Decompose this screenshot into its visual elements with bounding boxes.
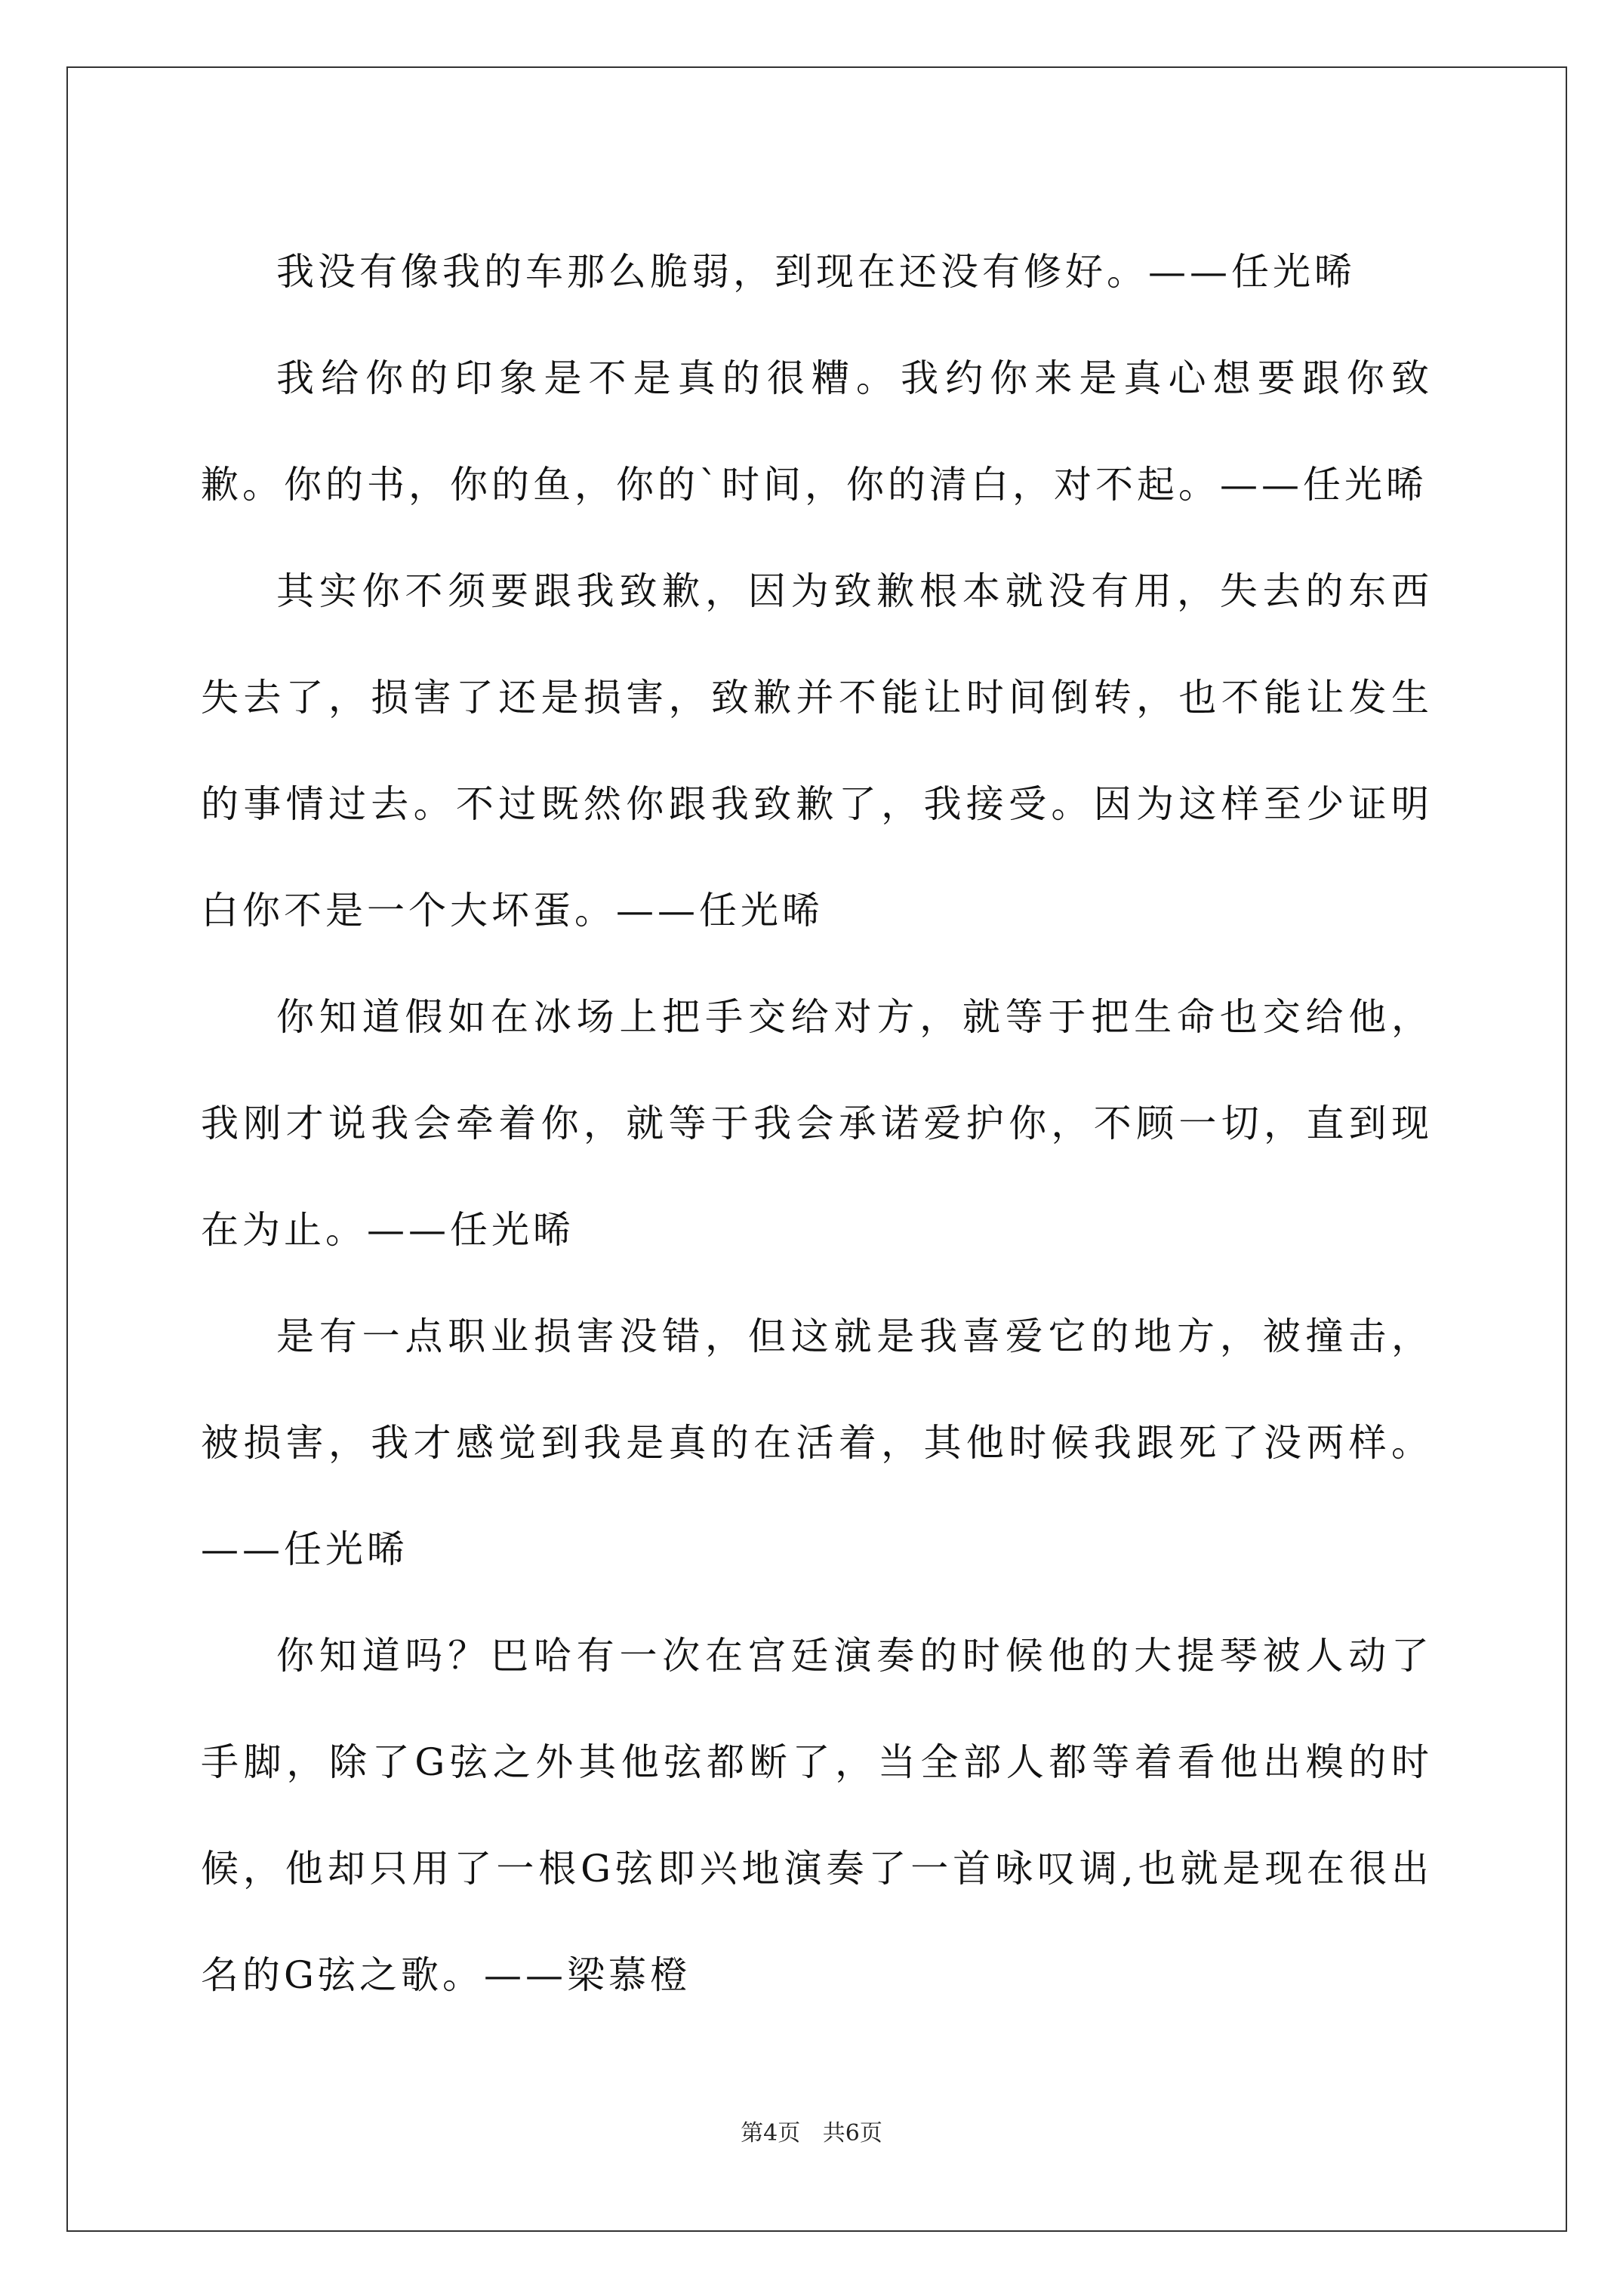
paragraph: 你知道吗？巴哈有一次在宫廷演奏的时候他的大提琴被人动了手脚，除了G弦之外其他弦都断了，当全部人都等着看他出糗的时候，他却只用了一根G弦即兴地演奏了一首咏叹调,也就是现在很出名的G弦之歌。——梁慕橙	[201, 1634, 1433, 1997]
document-body	[201, 219, 1433, 2029]
paragraph: 我没有像我的车那么脆弱，到现在还没有修好。——任光晞	[276, 250, 1356, 294]
page-number-total: 共6页	[822, 2120, 882, 2147]
paragraph: 你知道假如在冰场上把手交给对方，就等于把生命也交给他，我刚才说我会牵着你，就等于我会承诺爱护你，不顾一切，直到现在为止。——任光晞	[201, 995, 1433, 1252]
paragraph: 是有一点职业损害没错，但这就是我喜爱它的地方，被撞击，被损害，我才感觉到我是真的在活着，其他时候我跟死了没两样。——任光晞	[201, 1314, 1433, 1571]
page-number-current: 第4页	[741, 2120, 801, 2147]
paragraph: 其实你不须要跟我致歉，因为致歉根本就没有用，失去的东西失去了，损害了还是损害，致歉并不能让时间倒转，也不能让发生的事情过去。不过既然你跟我致歉了，我接受。因为这样至少证明白你不是一个大坏蛋。——任光晞	[201, 569, 1433, 932]
paragraph: 我给你的印象是不是真的很糟。我约你来是真心想要跟你致歉。你的书，你的鱼，你的`时间，你的清白，对不起。——任光晞	[201, 356, 1433, 507]
page-footer	[0, 2114, 1623, 2147]
